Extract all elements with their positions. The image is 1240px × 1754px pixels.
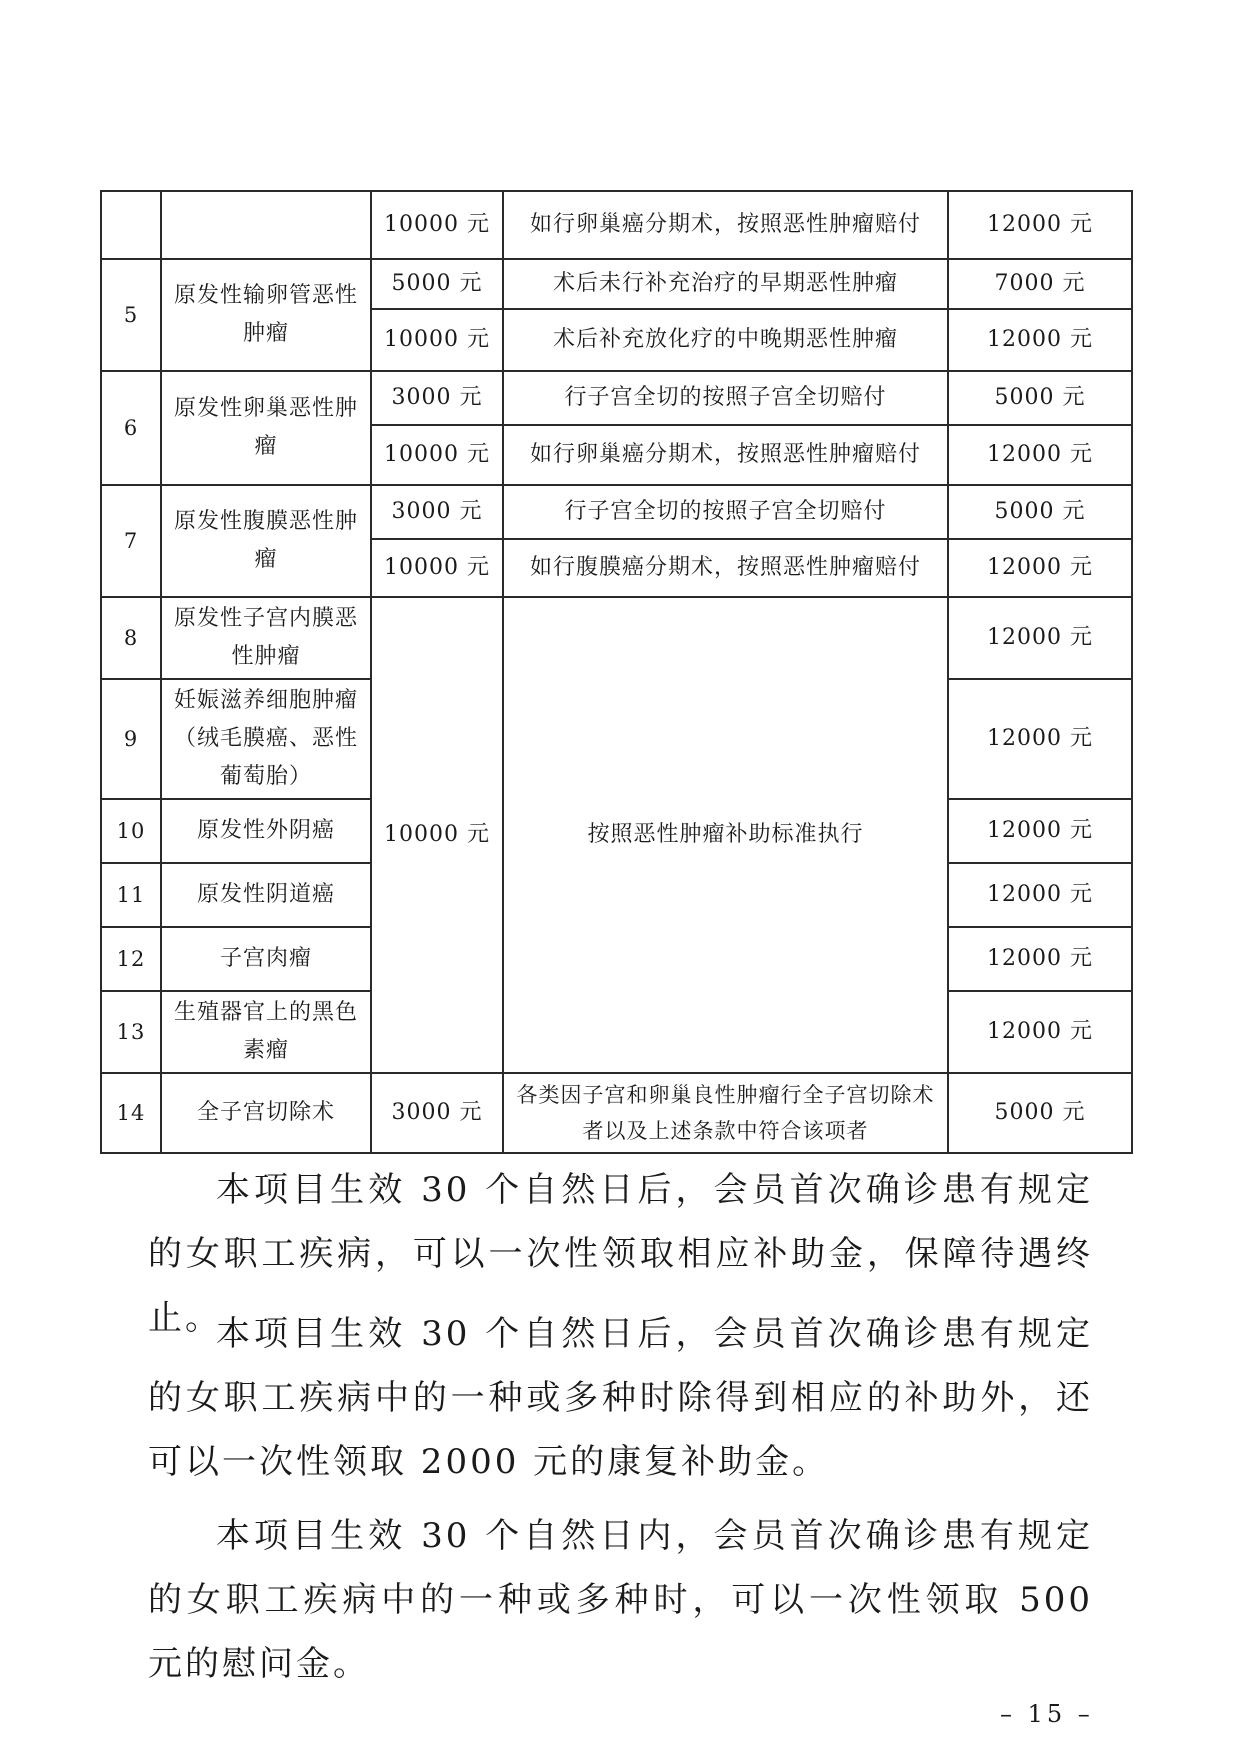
description-cell: 如行卵巢癌分期术，按照恶性肿瘤赔付 — [503, 191, 948, 259]
table-row — [101, 259, 1132, 309]
disease-name: 妊娠滋养细胞肿瘤（绒毛膜癌、恶性葡萄胎） — [161, 679, 371, 799]
row-number: 11 — [101, 863, 161, 927]
page-number: – 15 – — [1000, 1700, 1094, 1728]
max-amount-cell: 12000 元 — [948, 539, 1132, 597]
disease-name: 全子宫切除术 — [161, 1073, 371, 1153]
description-cell: 如行腹膜癌分期术，按照恶性肿瘤赔付 — [503, 539, 948, 597]
row-number: 12 — [101, 927, 161, 991]
description-cell: 如行卵巢癌分期术，按照恶性肿瘤赔付 — [503, 425, 948, 485]
table-row — [101, 597, 1132, 679]
description-cell: 各类因子宫和卵巢良性肿瘤行全子宫切除术者以及上述条款中符合该项者 — [503, 1073, 948, 1153]
table-row — [101, 1073, 1132, 1153]
table-row — [101, 485, 1132, 539]
row-number: 6 — [101, 371, 161, 485]
disease-name: 原发性输卵管恶性肿瘤 — [161, 259, 371, 371]
max-amount-cell: 12000 元 — [948, 425, 1132, 485]
description-cell: 行子宫全切的按照子宫全切赔付 — [503, 371, 948, 425]
disease-name: 子宫肉瘤 — [161, 927, 371, 991]
disease-name: 生殖器官上的黑色素瘤 — [161, 991, 371, 1073]
row-number — [101, 191, 161, 259]
row-number: 9 — [101, 679, 161, 799]
amount-cell: 3000 元 — [371, 371, 503, 425]
disease-name: 原发性子宫内膜恶性肿瘤 — [161, 597, 371, 679]
amount-cell: 3000 元 — [371, 1073, 503, 1153]
amount-cell: 10000 元 — [371, 309, 503, 371]
amount-cell: 10000 元 — [371, 539, 503, 597]
max-amount-cell: 7000 元 — [948, 259, 1132, 309]
max-amount-cell: 12000 元 — [948, 597, 1132, 679]
table-row — [101, 191, 1132, 259]
max-amount-cell: 12000 元 — [948, 799, 1132, 863]
amount-cell: 10000 元 — [371, 425, 503, 485]
max-amount-cell: 5000 元 — [948, 371, 1132, 425]
amount-cell: 3000 元 — [371, 485, 503, 539]
amount-cell: 5000 元 — [371, 259, 503, 309]
amount-cell: 10000 元 — [371, 597, 503, 1073]
disease-name — [161, 191, 371, 259]
row-number: 8 — [101, 597, 161, 679]
row-number: 5 — [101, 259, 161, 371]
max-amount-cell: 12000 元 — [948, 927, 1132, 991]
max-amount-cell: 12000 元 — [948, 309, 1132, 371]
max-amount-cell: 12000 元 — [948, 863, 1132, 927]
body-paragraph: 本项目生效 30 个自然日后，会员首次确诊患有规定的女职工疾病中的一种或多种时除得到相应的补助外，还可以一次性领取 2000 元的康复补助金。 — [148, 1314, 1093, 1482]
row-number: 10 — [101, 799, 161, 863]
table-row — [101, 371, 1132, 425]
row-number: 7 — [101, 485, 161, 597]
row-number: 14 — [101, 1073, 161, 1153]
max-amount-cell: 12000 元 — [948, 679, 1132, 799]
disease-name: 原发性阴道癌 — [161, 863, 371, 927]
benefit-table — [100, 190, 1133, 1154]
amount-cell: 10000 元 — [371, 191, 503, 259]
disease-name: 原发性卵巢恶性肿瘤 — [161, 371, 371, 485]
row-number: 13 — [101, 991, 161, 1073]
max-amount-cell: 5000 元 — [948, 485, 1132, 539]
body-paragraph: 本项目生效 30 个自然日后，会员首次确诊患有规定的女职工疾病，可以一次性领取相应补助金，保障待遇终止。 — [148, 1170, 1093, 1338]
description-cell: 行子宫全切的按照子宫全切赔付 — [503, 485, 948, 539]
description-cell: 按照恶性肿瘤补助标准执行 — [503, 597, 948, 1073]
max-amount-cell: 12000 元 — [948, 991, 1132, 1073]
body-paragraph: 本项目生效 30 个自然日内，会员首次确诊患有规定的女职工疾病中的一种或多种时，可以一次性领取 500 元的慰问金。 — [148, 1516, 1093, 1684]
description-cell: 术后未行补充治疗的早期恶性肿瘤 — [503, 259, 948, 309]
max-amount-cell: 5000 元 — [948, 1073, 1132, 1153]
disease-name: 原发性腹膜恶性肿瘤 — [161, 485, 371, 597]
description-cell: 术后补充放化疗的中晚期恶性肿瘤 — [503, 309, 948, 371]
max-amount-cell: 12000 元 — [948, 191, 1132, 259]
disease-name: 原发性外阴癌 — [161, 799, 371, 863]
